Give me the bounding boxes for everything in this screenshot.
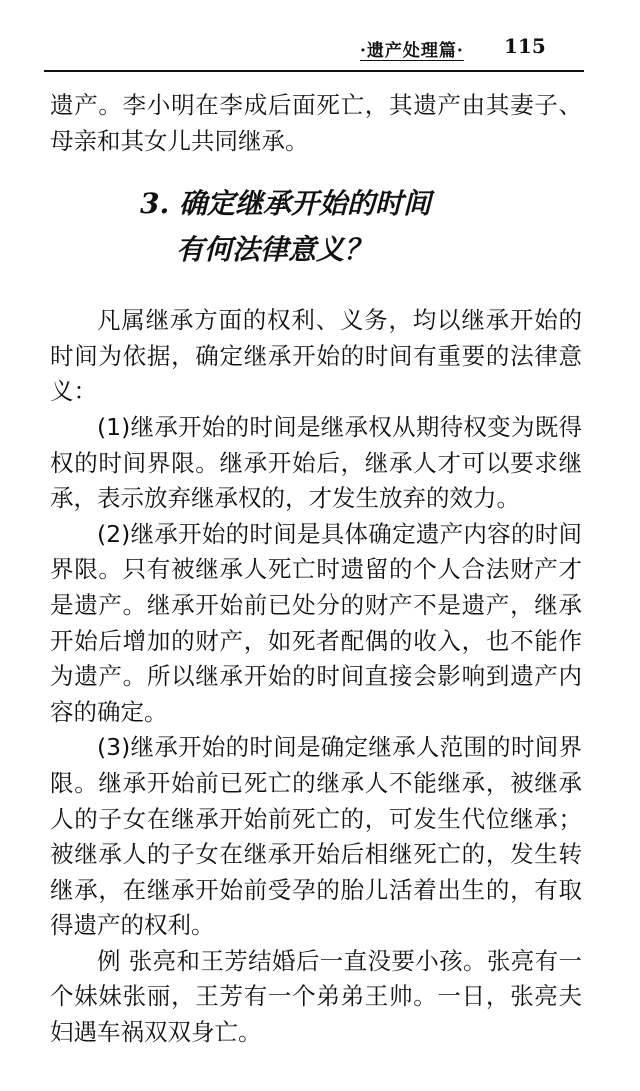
paragraph-point-3: (3)继承开始的时间是确定继承人范围的时间界限。继承开始前已死亡的继承人不能继承，被继承人的子女在继承开始前死亡的，可发生代位继承；被继承人的子女在继承开始后相继死亡的，发生转继承，在继承开始前受孕的胎儿活着出生的，有取得遗产的权利。	[50, 733, 582, 940]
paragraph-intro: 凡属继承方面的权利、义务，均以继承开始的时间为依据，确定继承开始的时间有重要的法律意义：	[50, 306, 582, 406]
section-heading	[50, 181, 582, 273]
paragraph-continuation: 遗产。李小明在李成后面死亡，其遗产由其妻子、母亲和其女儿共同继承。	[50, 91, 582, 155]
header-title: ·遗产处理篇·	[360, 41, 464, 61]
paragraph-example: 例 张亮和王芳结婚后一直没要小孩。张亮有一个妹妹张丽，王芳有一个弟弟王帅。一日，张亮夫妇遇车祸双双身亡。	[50, 946, 582, 1047]
page-number: 115	[504, 34, 546, 58]
section-heading-line2: 有何法律意义？	[176, 233, 373, 267]
running-header	[0, 36, 640, 66]
header-rule	[44, 70, 584, 72]
paragraph-point-2: (2)继承开始的时间是具体确定遗产内容的时间界限。只有被继承人死亡时遗留的个人合法财产才是遗产。继承开始前已处分的财产不是遗产，继承开始后增加的财产，如死者配偶的收入，也不能作为遗产。所以继承开始的时间直接会影响到遗产内容的确定。	[50, 519, 582, 726]
page-body	[50, 88, 582, 1051]
section-heading-line1: 3. 确定继承开始的时间	[140, 187, 431, 221]
paragraph-point-1: (1)继承开始的时间是继承权从期待权变为既得权的时间界限。继承开始后，继承人才可以要求继承，表示放弃继承权的，才发生放弃的效力。	[50, 412, 582, 513]
